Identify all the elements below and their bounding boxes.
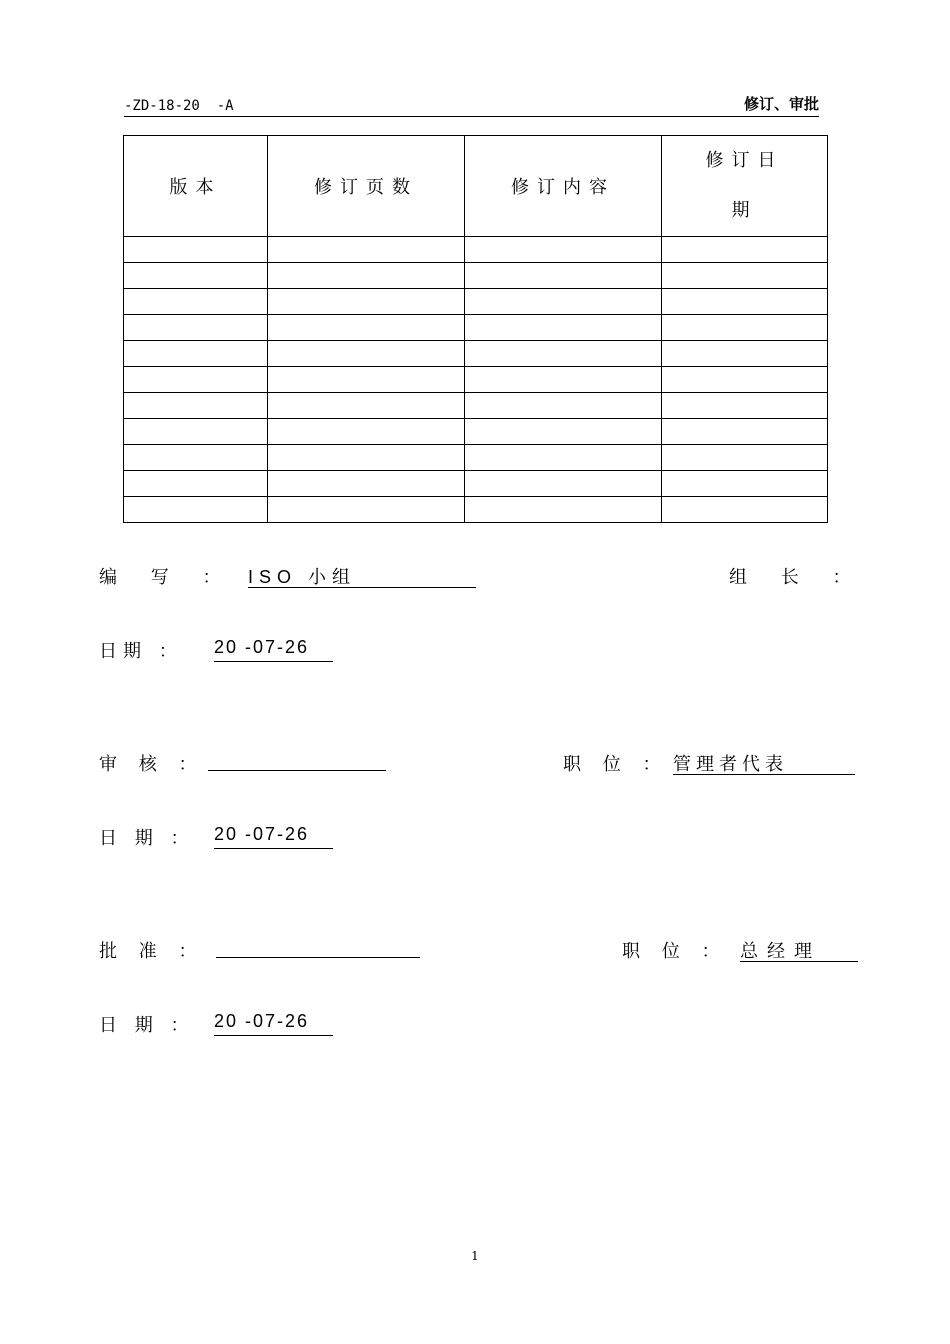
table-row [124, 445, 828, 471]
table-row [124, 471, 828, 497]
table-cell[interactable] [662, 497, 828, 523]
approve-date-label: 日 期 ： [99, 1015, 195, 1036]
table-cell[interactable] [124, 367, 268, 393]
table-cell[interactable] [465, 445, 662, 471]
table-cell[interactable] [662, 471, 828, 497]
table-cell[interactable] [124, 341, 268, 367]
table-cell[interactable] [268, 367, 465, 393]
table-cell[interactable] [124, 263, 268, 289]
table-cell[interactable] [465, 341, 662, 367]
table-row [124, 419, 828, 445]
table-cell[interactable] [465, 471, 662, 497]
table-cell[interactable] [662, 419, 828, 445]
column-header-version: 版本 [124, 136, 268, 237]
table-cell[interactable] [124, 315, 268, 341]
table-cell[interactable] [465, 289, 662, 315]
table-cell[interactable] [662, 237, 828, 263]
table-cell[interactable] [268, 237, 465, 263]
leader-label: 组 长 ： [729, 567, 865, 588]
table-cell[interactable] [268, 445, 465, 471]
column-header-revision-content: 修订内容 [465, 136, 662, 237]
approve-date-field[interactable]: 20 -07-26 [214, 1011, 333, 1036]
table-row [124, 315, 828, 341]
table-cell[interactable] [268, 393, 465, 419]
table-cell[interactable] [268, 471, 465, 497]
section-title: 修订、审批 [743, 95, 819, 113]
table-cell[interactable] [465, 367, 662, 393]
table-cell[interactable] [662, 367, 828, 393]
table-cell[interactable] [465, 393, 662, 419]
approve-position-field[interactable]: 总 经 理 [740, 937, 858, 962]
table-row [124, 289, 828, 315]
table-cell[interactable] [465, 263, 662, 289]
table-cell[interactable] [268, 289, 465, 315]
approve-signature-field[interactable] [216, 933, 420, 958]
table-row [124, 393, 828, 419]
table-cell[interactable] [465, 419, 662, 445]
review-signature-field[interactable] [208, 746, 386, 771]
table-cell[interactable] [124, 419, 268, 445]
table-cell[interactable] [662, 289, 828, 315]
table-row [124, 497, 828, 523]
prepared-by-field[interactable]: ISO 小组 [248, 563, 476, 588]
table-row [124, 237, 828, 263]
table-cell[interactable] [662, 315, 828, 341]
table-cell[interactable] [465, 315, 662, 341]
approve-position-label: 职 位 ： [622, 941, 728, 962]
prepared-label: 编 写 ： [99, 567, 235, 588]
table-row [124, 263, 828, 289]
date-header-line-2: 期 [731, 200, 758, 221]
table-cell[interactable] [268, 497, 465, 523]
revision-table [123, 135, 828, 523]
revision-table-body [124, 237, 828, 523]
table-cell[interactable] [662, 263, 828, 289]
column-header-revised-pages: 修订页数 [268, 136, 465, 237]
table-cell[interactable] [124, 237, 268, 263]
table-cell[interactable] [662, 341, 828, 367]
table-cell[interactable] [268, 263, 465, 289]
review-position-field[interactable]: 管理者代表 [673, 750, 855, 775]
review-label: 审 核 ： [99, 754, 205, 775]
column-header-revision-date [662, 136, 828, 237]
review-date-field[interactable]: 20 -07-26 [214, 824, 333, 849]
table-row [124, 367, 828, 393]
table-cell[interactable] [124, 393, 268, 419]
page-header [124, 96, 819, 117]
table-header-row [124, 136, 828, 237]
review-date-label: 日 期 ： [99, 828, 195, 849]
table-cell[interactable] [465, 237, 662, 263]
prepared-date-field[interactable]: 20 -07-26 [214, 637, 333, 662]
document-code: -ZD-18-20 -A [124, 98, 234, 114]
table-row [124, 341, 828, 367]
table-cell[interactable] [124, 471, 268, 497]
table-cell[interactable] [124, 289, 268, 315]
review-position-label: 职 位 ： [563, 754, 669, 775]
table-cell[interactable] [465, 497, 662, 523]
table-cell[interactable] [662, 393, 828, 419]
table-cell[interactable] [124, 445, 268, 471]
approve-label: 批 准 ： [99, 941, 205, 962]
page-number: 1 [471, 1249, 479, 1263]
date-header-line-1: 修订日 [705, 150, 784, 171]
table-cell[interactable] [268, 341, 465, 367]
table-cell[interactable] [662, 445, 828, 471]
prepared-date-label: 日期 ： [99, 641, 183, 662]
table-cell[interactable] [268, 315, 465, 341]
table-cell[interactable] [124, 497, 268, 523]
table-cell[interactable] [268, 419, 465, 445]
